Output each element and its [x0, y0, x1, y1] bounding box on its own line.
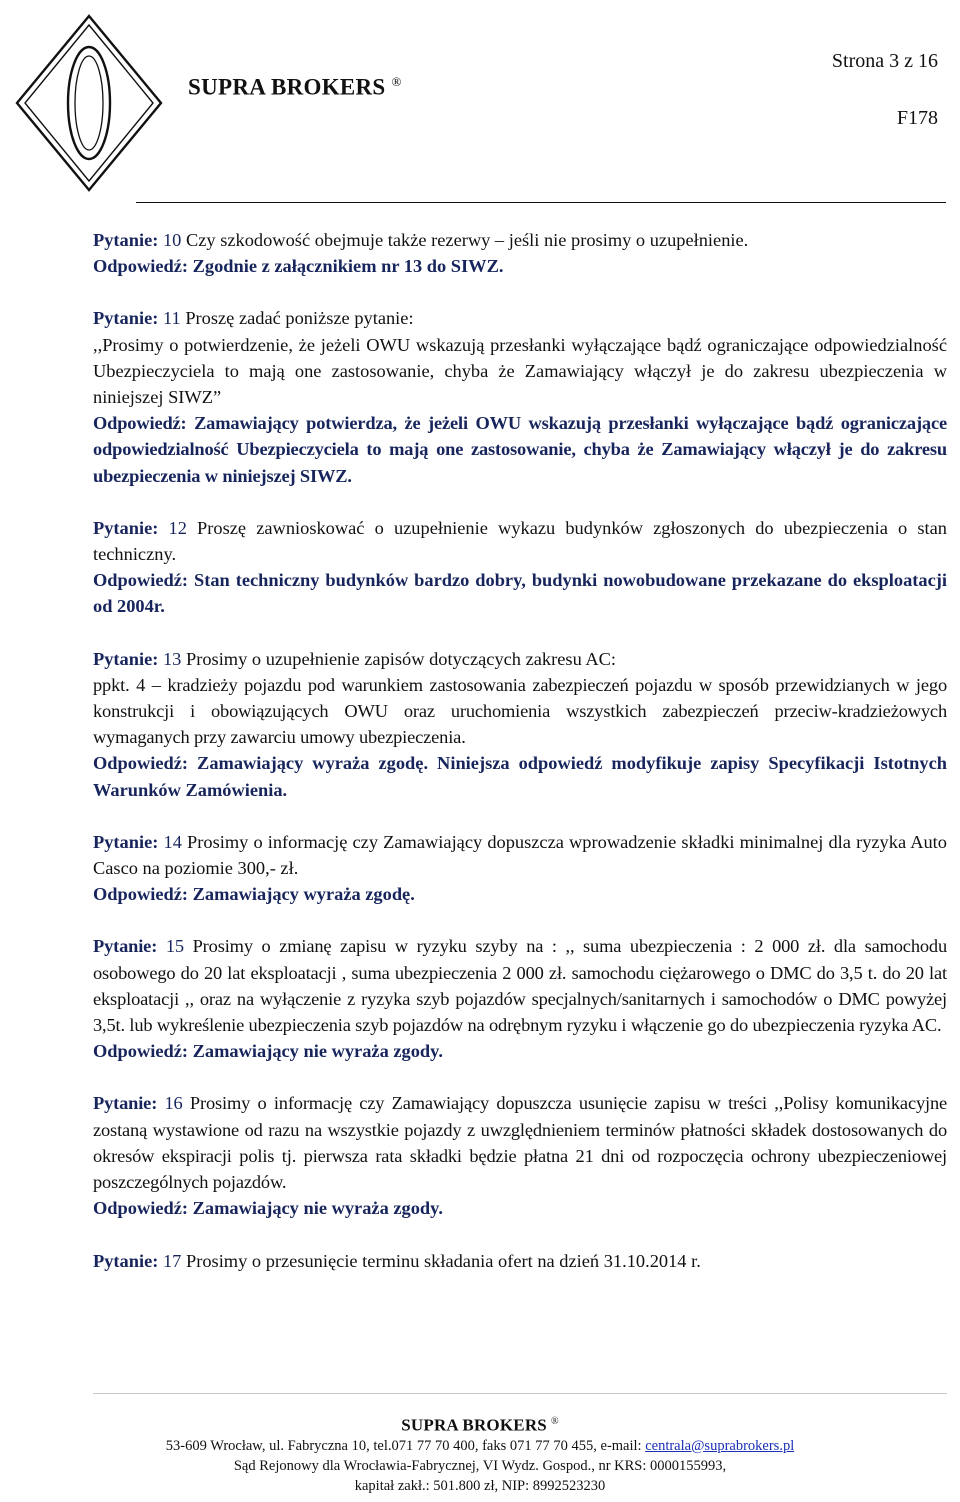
question-label: Pytanie:: [93, 517, 159, 538]
answer-body: Zamawiający potwierdza, że jeżeli OWU wskazują przesłanki wyłączające bądź ograniczające odpowiedzialność Ubezpieczyciela to mają one zastosowanie, chyba że Zamawiający włączył je do zakresu ubezpieczenia w niniejszej SIWZ.: [93, 413, 948, 486]
question-label: Pytanie:: [93, 936, 158, 957]
question-number: 10: [162, 230, 182, 250]
question-body: Prosimy o informację czy Zamawiający dopuszcza usunięcie zapisu w treści ,,Polisy komunikacyjne zostaną wystawione od razu na wszystkie pojazdy z uwzględnieniem terminów płatności składek dostosowanych do okresów ekspiracji polis tj. pierwsza rata składki będzie płatna 21 dni od rozpoczęcia ochrony ubezpieczeniowej poszczególnych pojazdów.: [93, 1093, 948, 1193]
footer-court: Sąd Rejonowy dla Wrocławia-Fabrycznej, VI Wydz. Gospod., nr KRS: 0000155993,: [233, 1457, 727, 1474]
footer-brand: [0, 1412, 960, 1436]
question-number: 13: [162, 648, 182, 669]
question-12: [93, 515, 947, 620]
question-body: Prosimy o zmianę zapisu w ryzyku szyby na : ,, suma ubezpieczenia : 2 000 zł. dla samochodu osobowego do 20 lat eksploatacji , suma ubezpieczenia 2 000 zł. samochodu ciężarowego o DMC do 3,5 t. do 20 lat eksploatacji ,, oraz na wyłączenie z ryzyka szyb pojazdów specjalnych/sanitarnych i samochodów o DMC powyżej 3,5t. lub wykreślenie ubezpieczenia szyb pojazdów na odrębnym ryzyku i włączenie go do ubezpieczenia ryzyka AC.: [93, 936, 948, 1036]
footer-divider: [93, 1393, 947, 1394]
question-body: Prosimy o informację czy Zamawiający dopuszcza wprowadzenie składki minimalnej dla ryzyka Auto Casco na poziomie 300,- zł.: [93, 831, 947, 879]
qa-content: [93, 227, 947, 1274]
answer-label: Odpowiedź:: [93, 884, 189, 905]
question-text: [93, 515, 947, 567]
question-number: 14: [163, 831, 182, 852]
question-text: [93, 305, 947, 331]
question-body: Proszę zadać poniższe pytanie:: [185, 308, 414, 329]
question-number: 16: [164, 1093, 183, 1114]
question-body: Proszę zawnioskować o uzupełnienie wykazu budynków zgłoszonych do ubezpieczenia o stan techniczny.: [93, 517, 947, 565]
answer-body: Zamawiający wyraża zgodę. Niniejsza odpowiedź modyfikuje zapisy Specyfikacji Istotnych Warunków Zamówienia.: [93, 753, 947, 800]
answer-text: [93, 1195, 947, 1221]
answer-label: Odpowiedź:: [93, 1041, 189, 1062]
question-10: [93, 227, 947, 279]
question-13: [93, 646, 947, 803]
question-body: Prosimy o przesunięcie terminu składania ofert na dzień 31.10.2014 r.: [185, 1250, 701, 1271]
question-number: 17: [162, 1250, 182, 1271]
question-label: Pytanie:: [93, 648, 159, 669]
answer-label: Odpowiedź:: [93, 1198, 189, 1219]
footer-address: [0, 1436, 960, 1456]
answer-text: [93, 567, 947, 619]
brand-name: [188, 74, 402, 101]
question-body: Prosimy o uzupełnienie zapisów dotyczących zakresu AC:: [185, 648, 616, 669]
page-number: Strona 3 z 16: [831, 50, 938, 72]
question-body: Czy szkodowość obejmuje także rezerwy – jeśli nie prosimy o uzupełnienie.: [185, 230, 749, 250]
question-text: [93, 646, 947, 672]
answer-body: Zgodnie z załącznikiem nr 13 do SIWZ.: [192, 256, 504, 277]
question-text: [93, 227, 947, 253]
question-text: [93, 933, 947, 1038]
answer-body: Zamawiający wyraża zgodę.: [192, 884, 415, 905]
answer-text: [93, 410, 947, 489]
question-label: Pytanie:: [93, 1250, 159, 1271]
answer-label: Odpowiedź:: [93, 570, 189, 591]
footer-brand-text: SUPRA BROKERS: [401, 1415, 547, 1435]
answer-text: [93, 750, 947, 802]
question-number: 11: [162, 308, 181, 329]
question-11: [93, 305, 947, 488]
question-number: 12: [168, 517, 187, 538]
header-divider: [136, 202, 946, 203]
footer-email-link[interactable]: centrala@suprabrokers.pl: [645, 1437, 795, 1454]
footer-address-text: 53-609 Wrocław, ul. Fabryczna 10, tel.071 77 70 400, faks 071 77 70 455, e-mail:: [165, 1437, 646, 1454]
page-footer: [0, 1412, 960, 1496]
brand-text: SUPRA BROKERS: [188, 74, 386, 100]
question-14: [93, 829, 947, 908]
question-label: Pytanie:: [93, 308, 159, 329]
question-label: Pytanie:: [93, 1093, 158, 1114]
answer-label: Odpowiedź:: [93, 256, 189, 277]
answer-label: Odpowiedź:: [93, 753, 189, 774]
footer-capital: kapitał zakł.: 501.800 zł, NIP: 8992523230: [354, 1477, 606, 1494]
answer-body: Stan techniczny budynków bardzo dobry, budynki nowobudowane przekazane do eksploatacji od 2004r.: [93, 570, 947, 617]
answer-label: Odpowiedź:: [93, 413, 187, 434]
question-16: [93, 1090, 947, 1221]
question-15: [93, 933, 947, 1064]
question-text: [93, 1090, 947, 1195]
answer-text: [93, 253, 947, 279]
answer-body: Zamawiający nie wyraża zgody.: [192, 1041, 443, 1062]
question-label: Pytanie:: [93, 230, 159, 250]
answer-text: [93, 881, 947, 907]
question-quote: ,,Prosimy o potwierdzenie, że jeżeli OWU wskazują przesłanki wyłączające bądź ograniczające odpowiedzialność Ubezpieczyciela to mają one zastosowanie, chyba że Zamawiający włączył je do zakresu ubezpieczenia w niniejszej SIWZ”: [93, 334, 947, 408]
question-text: [93, 1248, 947, 1274]
registered-mark: ®: [391, 74, 402, 89]
question-detail: ppkt. 4 – kradzieży pojazdu pod warunkiem zastosowania zabezpieczeń pojazdu w sposób przewidzianych w jego konstrukcji i obowiązujących OWU oraz uruchomienia wszystkich zabezpieczeń przeciw-kradzieżowych wymaganych przy zawarciu umowy ubezpieczenia.: [93, 674, 947, 748]
footer-registered-mark: ®: [550, 1416, 559, 1427]
question-17: [93, 1248, 947, 1274]
question-text: [93, 829, 947, 881]
answer-text: [93, 1038, 947, 1064]
question-label: Pytanie:: [93, 831, 159, 852]
document-code: F178: [896, 107, 938, 129]
supra-brokers-logo-icon: [14, 14, 164, 192]
answer-body: Zamawiający nie wyraża zgody.: [192, 1198, 443, 1219]
question-number: 15: [165, 936, 184, 957]
